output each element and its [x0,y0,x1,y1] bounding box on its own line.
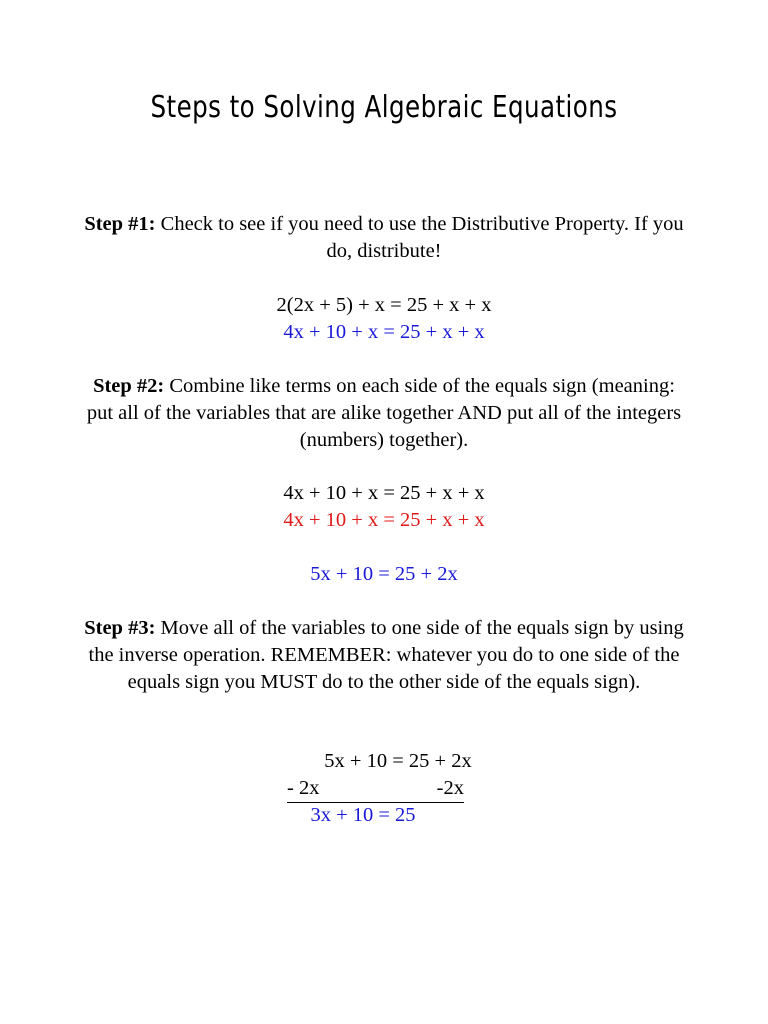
step2-eq2-text: 4x + 10 + x = 25 + x + x [283,509,485,531]
step2-equation-1 [0,480,768,507]
step2-paragraph [80,373,688,454]
step3-equation-1 [14,748,768,775]
step3-text: Move all of the variables to one side of the equals sign by using the inverse operation. REMEMBER: whatever you do to one side of the equals sign you MUST do to the other side of the equals sign). [88,617,684,693]
step3-subtraction-row [287,775,464,803]
step3-result-text: 3x + 10 = 25 [310,804,416,826]
step3-result [0,802,747,829]
step1-text: Check to see if you need to use the Distributive Property. If you do, distribute! [160,213,684,262]
step2-eq1-text: 4x + 10 + x = 25 + x + x [283,482,485,504]
step2-text: Combine like terms on each side of the equals sign (meaning: put all of the variables that are alike together AND put all of the integers (numbers) together). [86,375,682,451]
step1-label: Step #1: [84,213,156,235]
step2-result-text: 5x + 10 = 25 + 2x [310,563,458,585]
step3-subtract-left: - 2x [287,777,320,799]
step3-subtract-right: -2x [436,777,464,799]
page-title: Steps to Solving Algebraic Equations [150,90,618,125]
step1-equation-1 [0,292,768,319]
step1-paragraph [80,211,688,265]
step3-paragraph [80,615,688,696]
step2-result [0,561,768,588]
step2-equation-2-highlighted [0,507,768,534]
step1-eq2-text: 4x + 10 + x = 25 + x + x [283,321,485,343]
step2-label: Step #2: [93,375,165,397]
step3-label: Step #3: [84,617,156,639]
step1-eq1-text: 2(2x + 5) + x = 25 + x + x [276,294,492,316]
step3-eq1-text: 5x + 10 = 25 + 2x [324,750,472,772]
step1-equation-2 [0,319,768,346]
